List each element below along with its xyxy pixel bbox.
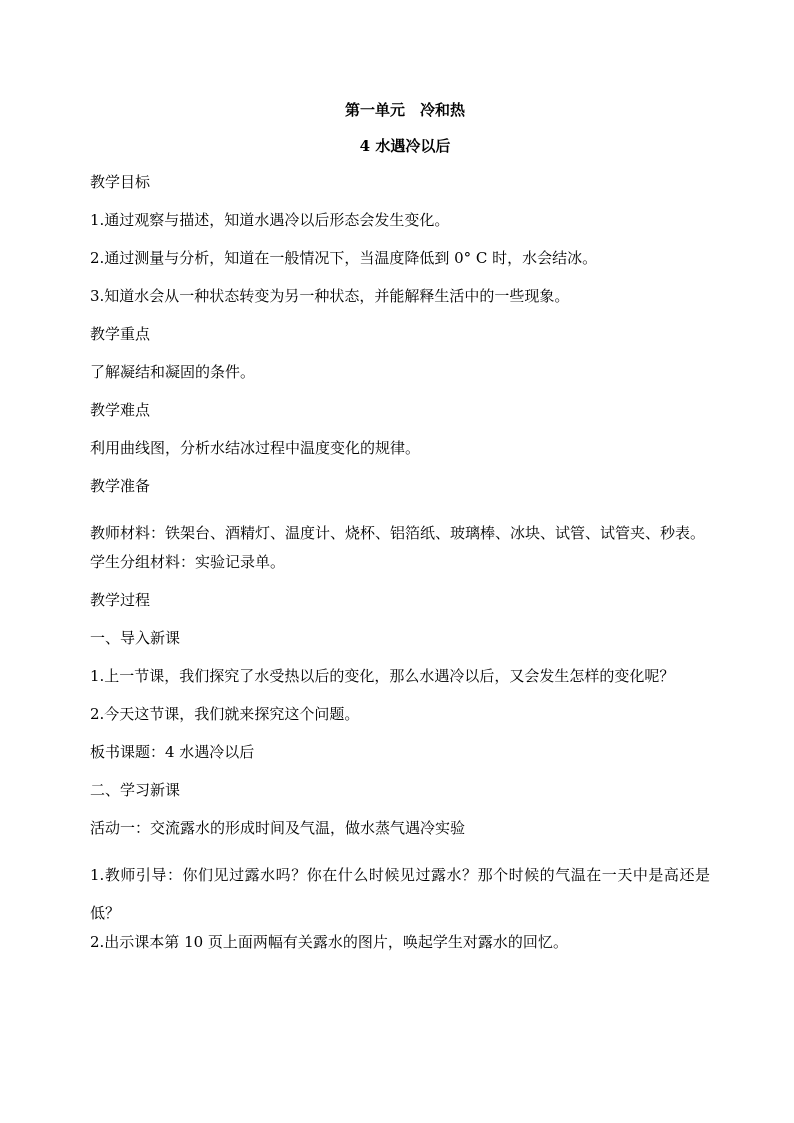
board-title: 板书课题：4 水遇冷以后 [90,743,255,761]
intro-step-2: 2.今天这节课，我们就来探究这个问题。 [90,705,360,723]
difficulty-text: 利用曲线图，分析水结冰过程中温度变化的规律。 [90,439,421,457]
activity-1-step-2: 2.出示课本第 10 页上面两幅有关露水的图片，唤起学生对露水的回忆。 [90,933,568,951]
activity-1-title: 活动一：交流露水的形成时间及气温，做水蒸气遇冷实验 [90,819,466,837]
section-intro: 一、导入新课 [90,629,181,647]
heading-difficulties: 教学难点 [90,401,151,419]
activity-1-step-1: 1.教师引导：你们见过露水吗？你在什么时候见过露水？那个时候的气温在一天中是高还是低？ [90,866,710,922]
objective-1: 1.通过观察与描述，知道水遇冷以后形态会发生变化。 [90,211,450,229]
heading-key-points: 教学重点 [90,325,151,343]
objective-3: 3.知道水会从一种状态转变为另一种状态，并能解释生活中的一些现象。 [90,287,570,305]
document-page [90,100,710,970]
objective-2: 2.通过测量与分析，知道在一般情况下，当温度降低到 0° C 时，水会结冰。 [90,249,598,267]
heading-process: 教学过程 [90,591,151,609]
teacher-materials: 教师材料：铁架台、酒精灯、温度计、烧杯、铝箔纸、玻璃棒、冰块、试管、试管夹、秒表。 [90,524,706,542]
heading-objectives: 教学目标 [90,173,151,191]
student-materials: 学生分组材料：实验记录单。 [90,553,286,571]
intro-step-1: 1.上一节课，我们探究了水受热以后的变化，那么水遇冷以后，又会发生怎样的变化呢？ [90,667,675,685]
lesson-title: 4 水遇冷以后 [359,137,451,155]
unit-title: 第一单元 冷和热 [344,101,465,119]
section-new-lesson: 二、学习新课 [90,781,181,799]
heading-preparation: 教学准备 [90,477,151,495]
key-point-text: 了解凝结和凝固的条件。 [90,363,256,381]
